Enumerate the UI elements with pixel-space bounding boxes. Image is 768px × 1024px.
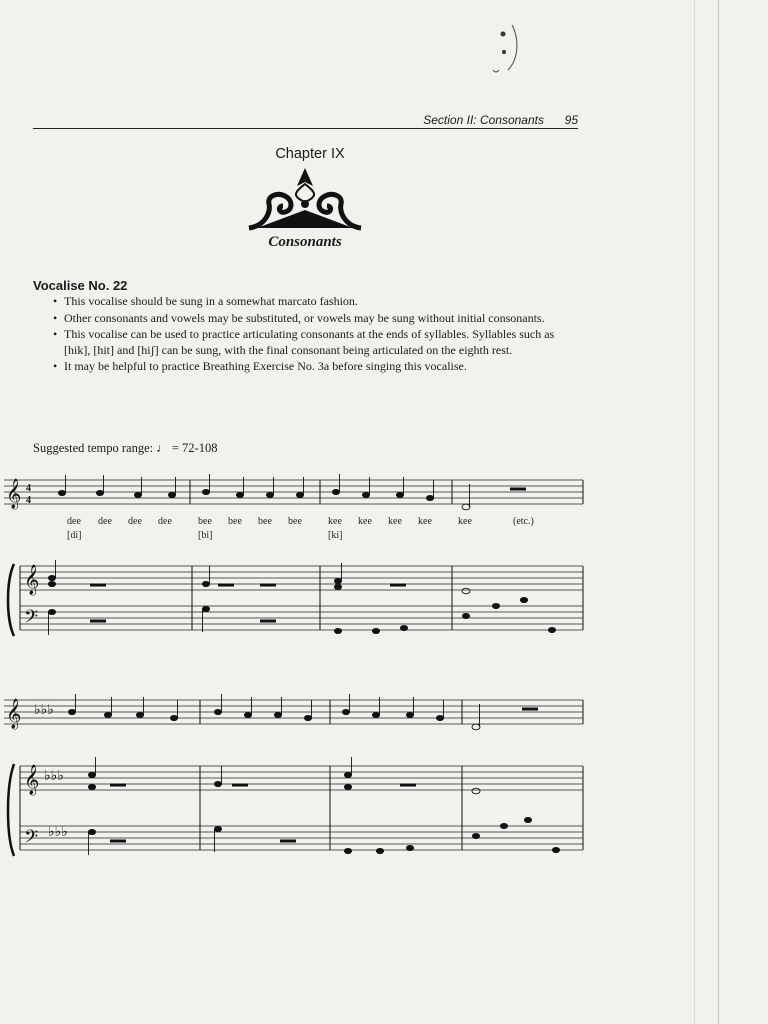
lyric-syllable: kee xyxy=(388,516,402,527)
svg-text:♭♭♭: ♭♭♭ xyxy=(48,825,68,840)
lyric-syllable: bee xyxy=(288,516,302,527)
lyric-syllable: kee xyxy=(328,516,342,527)
chapter-title: Chapter IX xyxy=(275,146,345,162)
list-item: • Other consonants and vowels may be substituted, or vowels may be sung without initial consonants. xyxy=(48,311,580,327)
chapter-ornament-icon xyxy=(247,166,363,232)
score-system-1 xyxy=(0,470,600,650)
scan-edge-far-right xyxy=(694,0,695,1024)
list-item: • This vocalise can be used to practice articulating consonants at the ends of syllables. Syllables such as [hik], [hit] and [hiʃ] can be sung, with the final consonant being articulated on the eighth rest. xyxy=(48,327,580,358)
svg-text:𝄢: 𝄢 xyxy=(24,606,39,631)
svg-text:♭♭♭: ♭♭♭ xyxy=(34,703,54,718)
ipa-label: [ki] xyxy=(328,530,343,541)
tempo-marking: Suggested tempo range: ♩ = 72-108 xyxy=(33,441,218,455)
lyric-syllable: (etc.) xyxy=(513,516,534,527)
svg-text:𝄞: 𝄞 xyxy=(6,479,22,508)
lyric-syllable: dee xyxy=(98,516,112,527)
scan-edge-right xyxy=(718,0,719,1024)
instruction-list xyxy=(48,294,580,376)
lyric-syllable: bee xyxy=(258,516,272,527)
time-sig-top: 4 xyxy=(26,483,31,494)
lyric-syllable: dee xyxy=(128,516,142,527)
list-item: • This vocalise should be sung in a somewhat marcato fashion. xyxy=(48,294,580,310)
svg-text:𝄞: 𝄞 xyxy=(24,765,40,794)
running-header xyxy=(33,112,578,129)
svg-text:𝄢: 𝄢 xyxy=(24,826,39,851)
ipa-label: [di] xyxy=(67,530,82,541)
svg-text:𝄞: 𝄞 xyxy=(24,565,40,594)
ipa-label: [bi] xyxy=(198,530,213,541)
list-item: • It may be helpful to practice Breathing Exercise No. 3a before singing this vocalise. xyxy=(48,359,580,375)
lyric-syllable: bee xyxy=(228,516,242,527)
svg-text:♭♭♭: ♭♭♭ xyxy=(44,769,64,784)
lyric-syllable: bee xyxy=(198,516,212,527)
pencil-marks xyxy=(490,0,530,90)
page-number: 95 xyxy=(564,113,578,127)
lyric-syllable: kee xyxy=(458,516,472,527)
chapter-name: Consonants xyxy=(268,234,342,250)
lyric-syllable: dee xyxy=(67,516,81,527)
lyric-syllable: dee xyxy=(158,516,172,527)
section-title: Section II: Consonants xyxy=(423,113,544,127)
vocalise-heading: Vocalise No. 22 xyxy=(33,278,128,293)
time-sig-bottom: 4 xyxy=(26,495,31,506)
lyric-syllable: kee xyxy=(418,516,432,527)
lyric-syllable: kee xyxy=(358,516,372,527)
score-system-2 xyxy=(0,690,600,870)
svg-text:𝄞: 𝄞 xyxy=(6,699,22,728)
